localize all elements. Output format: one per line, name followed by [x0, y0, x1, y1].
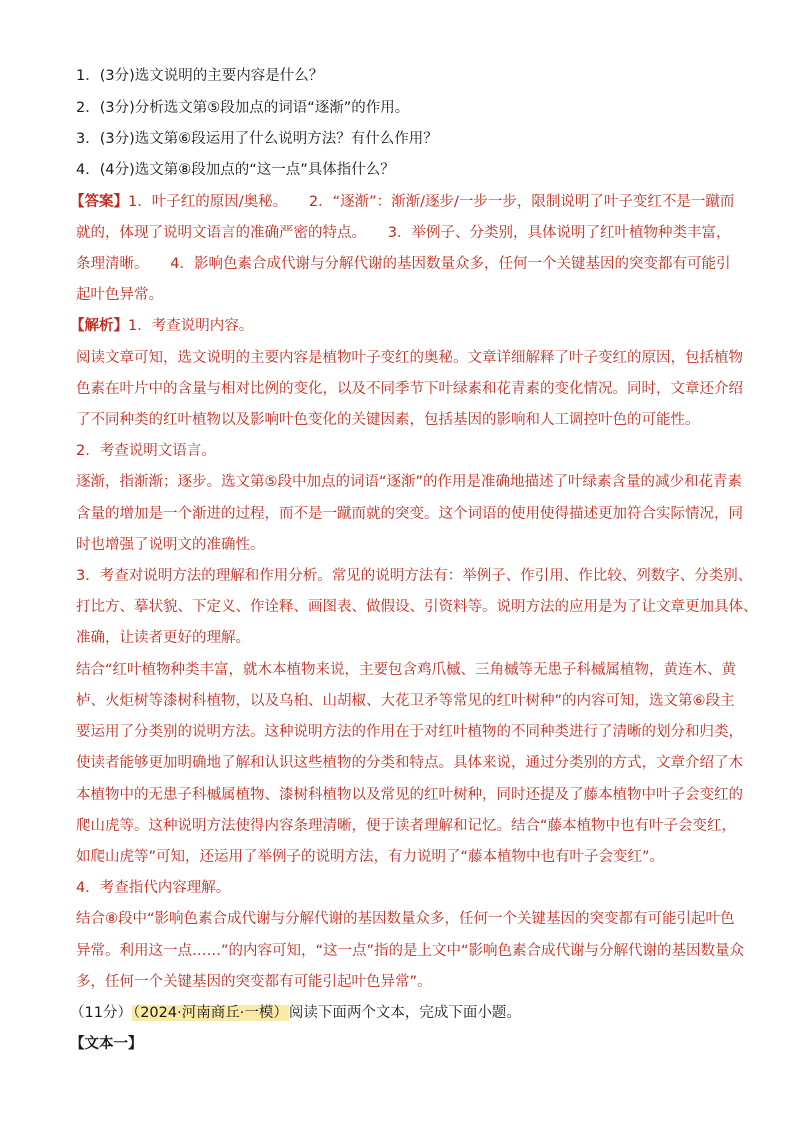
analysis-line: 打比方、摹状貌、下定义、作诠释、画图表、做假设、引资料等。说明方法的应用是为了让文章更加具体、 — [76, 599, 758, 615]
question-3: 3．(3分)选文第⑥段运用了什么说明方法？有什么作用？ — [76, 131, 438, 147]
analysis-line: 2．考查说明文语言。 — [76, 443, 216, 459]
text-one-heading: 【文本一】 — [70, 1036, 143, 1052]
question-2: 2．(3分)分析选文第⑤段加点的词语“逐渐”的作用。 — [76, 100, 410, 116]
analysis-tag: 【解析】 — [70, 318, 128, 334]
analysis-first: 1．考查说明内容。 — [128, 318, 254, 334]
answer-tag: 【答案】 — [70, 194, 128, 210]
analysis-line: 4．考查指代内容理解。 — [76, 880, 231, 896]
answer-text: 1．叶子红的原因/奥秘。 2．“逐渐”：渐渐/逐步/一步一步，限制说明了叶子变红不是一蹴而 — [128, 194, 735, 210]
analysis-line: 栌、火炬树等漆树科植物，以及乌桕、山胡椒、大花卫矛等常见的红叶树种”的内容可知，选文第⑥段主 — [76, 693, 735, 709]
analysis-line: 3．考查对说明方法的理解和作用分析。常见的说明方法有：举例子、作引用、作比较、列数字、分类别、 — [76, 568, 753, 584]
analysis-line: 本植物中的无患子科槭属植物、漆树科植物以及常见的红叶树种，同时还提及了藤本植物中叶子会变红的 — [76, 787, 743, 803]
analysis-heading — [70, 316, 730, 336]
answer-line-2: 就的，体现了说明文语言的准确严密的特点。 3．举例子、分类别，具体说明了红叶植物种类丰富， — [76, 225, 731, 241]
analysis-line: 色素在叶片中的含量与相对比例的变化，以及不同季节下叶绿素和花青素的变化情况。同时，文章还介绍 — [76, 381, 743, 397]
analysis-line: 爬山虎等。这种说明方法使得内容条理清晰，便于读者理解和记忆。结合“藤本植物中也有叶子会变红， — [76, 818, 737, 834]
analysis-line: 阅读文章可知，选文说明的主要内容是植物叶子变红的奥秘。文章详细解释了叶子变红的原因，包括植物 — [76, 350, 743, 366]
answer-line-4: 起叶色异常。 — [76, 287, 163, 303]
analysis-line: 如爬山虎等”可知，还运用了举例子的说明方法，有力说明了“藤本植物中也有叶子会变红”。 — [76, 849, 665, 865]
analysis-line: 逐渐，指渐渐；逐步。选文第⑤段中加点的词语“逐渐”的作用是准确地描述了叶绿素含量的减少和花青素 — [76, 474, 743, 490]
analysis-line: 了不同种类的红叶植物以及影响叶色变化的关键因素，包括基因的影响和人工调控叶色的可能性。 — [76, 412, 700, 428]
source-tag: （2024·河南商丘·一模） — [132, 1005, 288, 1021]
next-question-intro — [70, 1003, 730, 1023]
analysis-line: 要运用了分类别的说明方法。这种说明方法的作用在于对红叶植物的不同种类进行了清晰的划分和归类， — [76, 724, 743, 740]
analysis-line: 准确，让读者更好的理解。 — [76, 630, 250, 646]
score-prefix: （11分） — [70, 1005, 132, 1021]
question-1: 1．(3分)选文说明的主要内容是什么？ — [76, 68, 324, 84]
analysis-line: 含量的增加是一个渐进的过程，而不是一蹴而就的突变。这个词语的使用使得描述更加符合实际情况，同 — [76, 506, 743, 522]
analysis-line: 异常。利用这一点……”的内容可知，“这一点”指的是上文中“影响色素合成代谢与分解代谢的基因数量众 — [76, 943, 745, 959]
analysis-line: 结合⑧段中“影响色素合成代谢与分解代谢的基因数量众多，任何一个关键基因的突变都有可能引起叶色 — [76, 911, 735, 927]
analysis-line: 多，任何一个关键基因的突变都有可能引起叶色异常”。 — [76, 974, 432, 990]
analysis-line: 使读者能够更加明确地了解和认识这些植物的分类和特点。具体来说，通过分类别的方式，文章介绍了木 — [76, 755, 743, 771]
analysis-line: 结合“红叶植物种类丰富，就木本植物来说，主要包含鸡爪槭、三角槭等无患子科槭属植物，黄连木、黄 — [76, 662, 737, 678]
instruction-text: 阅读下面两个文本，完成下面小题。 — [288, 1005, 521, 1021]
answer-line-1 — [70, 192, 735, 212]
answer-line-3: 条理清晰。 4．影响色素合成代谢与分解代谢的基因数量众多，任何一个关键基因的突变都有可能引 — [76, 256, 731, 272]
question-4: 4．(4分)选文第⑧段加点的“这一点”具体指什么？ — [76, 162, 395, 178]
analysis-line: 时也增强了说明文的准确性。 — [76, 537, 265, 553]
